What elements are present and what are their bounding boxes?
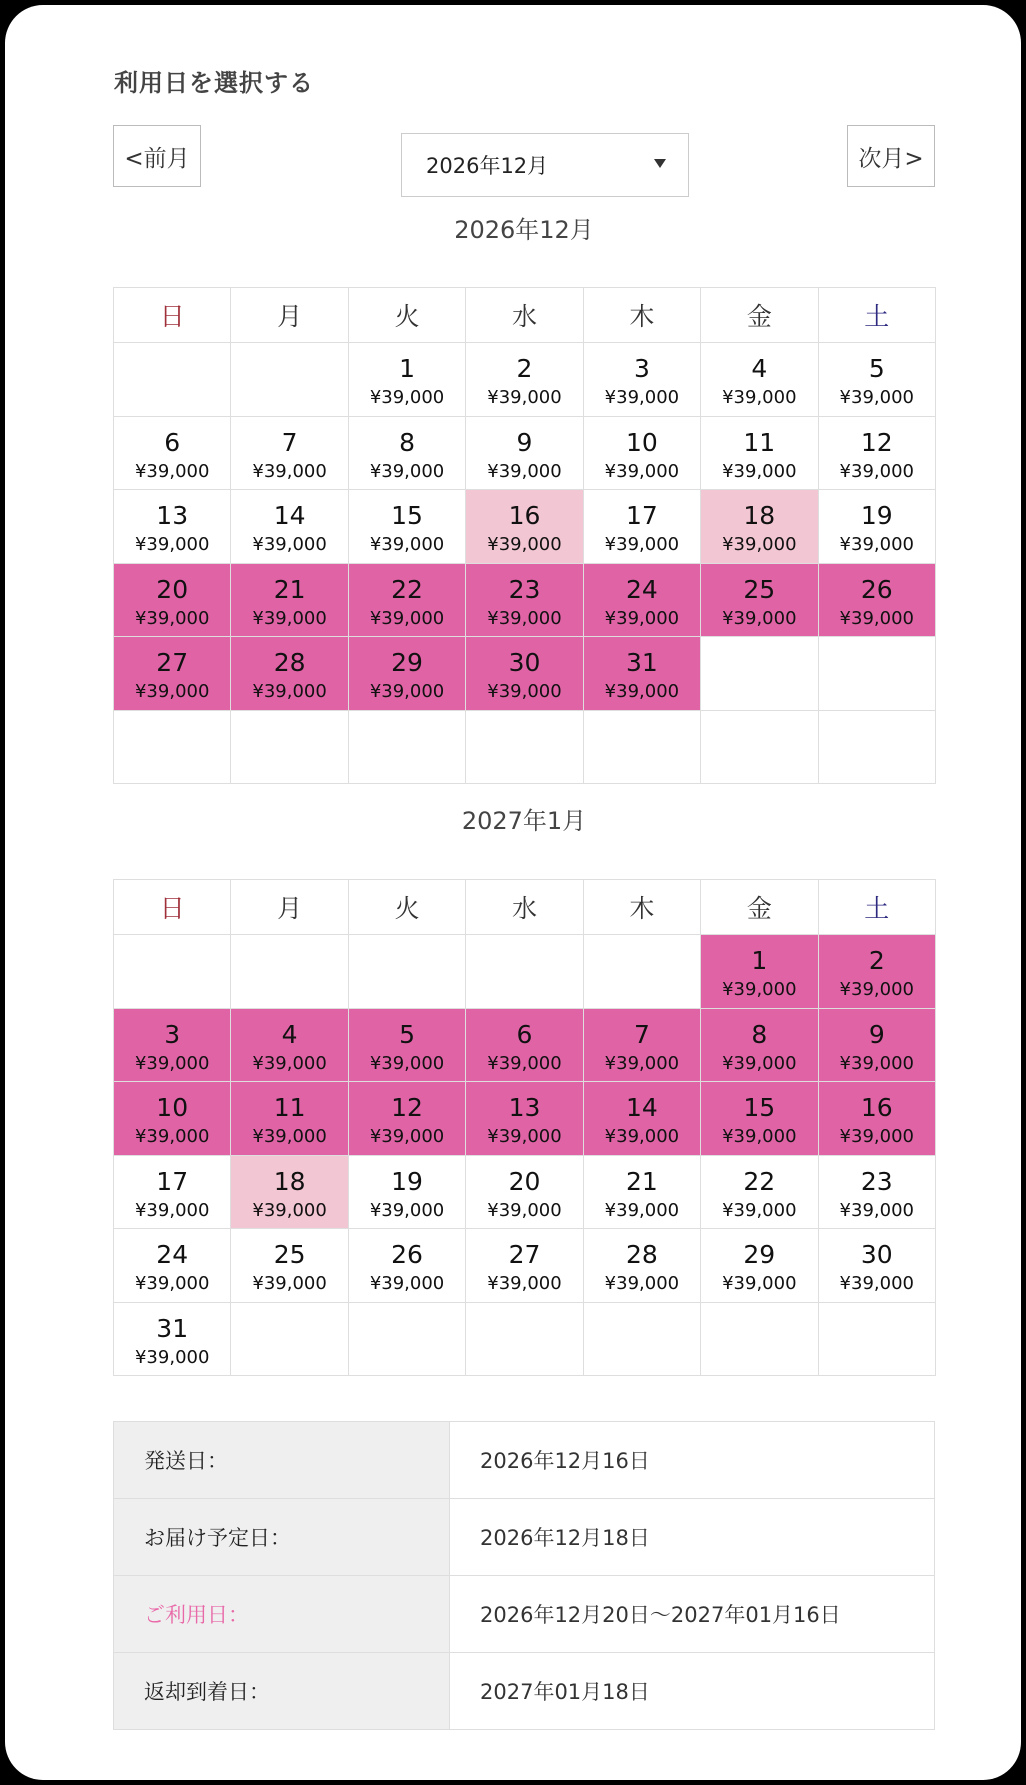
weekday-header: 月: [231, 288, 348, 343]
calendar-day-cell[interactable]: [466, 1082, 583, 1156]
day-number: 30: [508, 648, 541, 677]
calendar-day-cell[interactable]: [114, 1082, 231, 1156]
calendar-empty-cell: [114, 710, 231, 784]
calendar-day-cell[interactable]: [583, 1082, 700, 1156]
calendar-day-cell[interactable]: [114, 563, 231, 637]
day-price: ¥39,000: [252, 1052, 327, 1074]
calendar-empty-cell: [583, 935, 700, 1009]
day-number: 6: [516, 1019, 533, 1049]
summary-label: お届け予定日：: [114, 1499, 450, 1576]
calendar-week-row: [114, 416, 936, 490]
calendar-empty-cell: [466, 710, 583, 784]
weekday-header: 日: [114, 288, 231, 343]
calendar-week-row: [114, 1082, 936, 1156]
day-price: ¥39,000: [252, 681, 327, 702]
weekday-header: 火: [348, 880, 465, 935]
calendar-empty-cell: [231, 935, 348, 1009]
day-price: ¥39,000: [839, 1199, 914, 1221]
day-number: 11: [273, 1093, 306, 1122]
day-price: ¥39,000: [487, 1126, 562, 1147]
day-number: 13: [508, 1093, 541, 1122]
summary-row: [114, 1653, 935, 1730]
day-number: 2: [516, 354, 533, 383]
day-number: 10: [156, 1093, 189, 1122]
calendar-day-cell[interactable]: [114, 1155, 231, 1229]
day-number: 14: [273, 501, 306, 530]
calendar-empty-cell: [231, 1302, 348, 1376]
calendar-day-cell[interactable]: [583, 637, 700, 711]
calendar-day-cell[interactable]: [818, 416, 935, 490]
calendar-day-cell[interactable]: [231, 1008, 348, 1082]
day-number: 27: [156, 648, 189, 677]
calendar-day-cell[interactable]: [466, 563, 583, 637]
calendar-day-cell[interactable]: [701, 490, 818, 564]
day-price: ¥39,000: [369, 460, 445, 482]
calendar-empty-cell: [466, 1302, 583, 1376]
summary-row: [114, 1576, 935, 1653]
day-price: ¥39,000: [134, 681, 210, 702]
calendar-day-cell[interactable]: [818, 490, 935, 564]
day-price: ¥39,000: [369, 607, 445, 629]
day-price: ¥39,000: [134, 1273, 210, 1294]
day-number: 4: [281, 1019, 298, 1049]
weekday-header-row: [114, 880, 936, 935]
day-price: ¥39,000: [722, 460, 797, 482]
day-price: ¥39,000: [839, 607, 914, 629]
day-number: 9: [516, 427, 533, 457]
calendar-day-cell[interactable]: [583, 1155, 700, 1229]
calendar-day-cell[interactable]: [466, 1008, 583, 1082]
day-number: 11: [743, 427, 776, 457]
calendar-empty-cell: [348, 1302, 465, 1376]
calendar-day-cell[interactable]: [818, 343, 935, 417]
calendar-day-cell[interactable]: [818, 1082, 935, 1156]
calendar-day-cell[interactable]: [348, 1082, 465, 1156]
calendar-day-cell[interactable]: [466, 637, 583, 711]
day-number: 20: [508, 1166, 541, 1196]
day-price: ¥39,000: [369, 1052, 445, 1074]
day-number: 18: [273, 1166, 306, 1196]
day-price: ¥39,000: [487, 607, 562, 629]
summary-value: 2026年12月18日: [450, 1499, 935, 1576]
calendar-day-cell[interactable]: [348, 637, 465, 711]
day-number: 7: [633, 1019, 650, 1049]
weekday-header: 木: [583, 880, 700, 935]
calendar-day-cell[interactable]: [348, 490, 465, 564]
day-number: 17: [156, 1166, 189, 1196]
calendar-empty-cell: [818, 710, 935, 784]
summary-label: 発送日：: [114, 1422, 450, 1499]
day-price: ¥39,000: [369, 534, 445, 555]
calendar-day-cell[interactable]: [348, 563, 465, 637]
calendar-empty-cell: [701, 637, 818, 711]
day-number: 8: [751, 1019, 768, 1049]
day-price: ¥39,000: [839, 534, 914, 555]
day-price: ¥39,000: [134, 1126, 210, 1147]
calendar-day-cell[interactable]: [231, 1229, 348, 1303]
day-price: ¥39,000: [487, 460, 562, 482]
day-price: ¥39,000: [604, 460, 680, 482]
day-price: ¥39,000: [134, 1052, 210, 1074]
day-number: 16: [508, 501, 541, 530]
calendar-empty-cell: [348, 710, 465, 784]
calendar-day-cell[interactable]: [114, 1008, 231, 1082]
weekday-header: 土: [818, 880, 935, 935]
day-number: 10: [625, 427, 658, 457]
day-price: ¥39,000: [839, 1052, 914, 1074]
day-price: ¥39,000: [604, 1199, 680, 1221]
day-price: ¥39,000: [604, 387, 680, 408]
calendar-day-cell[interactable]: [348, 1229, 465, 1303]
calendar-empty-cell: [466, 935, 583, 1009]
calendar-day-cell[interactable]: [114, 1229, 231, 1303]
calendar-day-cell[interactable]: [818, 935, 935, 1009]
day-number: 28: [273, 648, 306, 677]
calendar-day-cell[interactable]: [701, 935, 818, 1009]
day-price: ¥39,000: [487, 1199, 562, 1221]
calendar-week-row: [114, 563, 936, 637]
weekday-header: 火: [348, 288, 465, 343]
day-number: 12: [391, 1093, 423, 1122]
day-number: 24: [625, 574, 658, 604]
day-price: ¥39,000: [487, 681, 562, 702]
calendar-week-row: [114, 1155, 936, 1229]
day-price: ¥39,000: [252, 1199, 327, 1221]
day-number: 9: [868, 1019, 885, 1049]
calendar-week-row: [114, 343, 936, 417]
calendar-empty-cell: [583, 1302, 700, 1376]
calendar-title: 2027年1月: [461, 807, 587, 835]
day-price: ¥39,000: [839, 1273, 914, 1294]
day-number: 27: [508, 1240, 541, 1269]
calendar-week-row: [114, 935, 936, 1009]
calendar-day-cell[interactable]: [701, 1155, 818, 1229]
day-price: ¥39,000: [722, 1273, 797, 1294]
day-price: ¥39,000: [722, 1199, 797, 1221]
day-number: 23: [508, 574, 541, 604]
day-number: 28: [625, 1240, 658, 1269]
calendar-day-cell[interactable]: [114, 637, 231, 711]
day-number: 6: [164, 427, 181, 457]
day-number: 19: [391, 1166, 423, 1196]
day-number: 30: [860, 1240, 893, 1269]
calendar-day-cell[interactable]: [348, 343, 465, 417]
calendar-week-row: [114, 1302, 936, 1376]
day-price: ¥39,000: [252, 1273, 327, 1294]
page-title: 利用日を選択する: [114, 69, 314, 97]
day-price: ¥39,000: [369, 1126, 445, 1147]
weekday-header: 日: [114, 880, 231, 935]
calendar-empty-cell: [348, 935, 465, 1009]
day-price: ¥39,000: [604, 607, 680, 629]
weekday-header: 水: [466, 288, 583, 343]
day-number: 1: [399, 354, 415, 383]
day-number: 18: [743, 501, 776, 530]
calendar-day-cell[interactable]: [701, 1229, 818, 1303]
calendar-empty-cell: [701, 710, 818, 784]
day-number: 14: [625, 1093, 658, 1122]
calendar-day-cell[interactable]: [701, 416, 818, 490]
page-frame: [5, 5, 1021, 1780]
calendar-day-cell[interactable]: [231, 1082, 348, 1156]
calendar-day-cell[interactable]: [583, 416, 700, 490]
calendar-empty-cell: [818, 637, 935, 711]
calendar-title: 2026年12月: [454, 216, 594, 244]
day-number: 21: [625, 1166, 658, 1196]
calendar-day-cell[interactable]: [466, 490, 583, 564]
calendar-grid: [113, 287, 936, 784]
calendar-day-cell[interactable]: [701, 343, 818, 417]
day-price: ¥39,000: [487, 1052, 562, 1074]
day-number: 22: [743, 1166, 776, 1196]
day-price: ¥39,000: [839, 460, 914, 482]
day-number: 5: [868, 354, 885, 383]
calendar-day-cell[interactable]: [583, 563, 700, 637]
day-number: 31: [156, 1313, 189, 1343]
calendar-grid: [113, 879, 936, 1376]
calendar-day-cell[interactable]: [466, 1155, 583, 1229]
day-number: 16: [860, 1093, 893, 1122]
calendar-day-cell[interactable]: [583, 490, 700, 564]
calendar-day-cell[interactable]: [466, 416, 583, 490]
day-price: ¥39,000: [134, 1199, 210, 1221]
chevron-down-icon: [654, 159, 666, 168]
day-price: ¥39,000: [252, 460, 327, 482]
day-price: ¥39,000: [252, 607, 327, 629]
day-number: 15: [743, 1093, 776, 1122]
day-price: ¥39,000: [252, 534, 327, 555]
day-number: 21: [273, 574, 306, 604]
calendar-day-cell[interactable]: [701, 1082, 818, 1156]
calendar-day-cell[interactable]: [231, 563, 348, 637]
day-price: ¥39,000: [604, 1126, 680, 1147]
day-price: ¥39,000: [722, 534, 797, 555]
day-number: 24: [156, 1240, 189, 1269]
calendar-day-cell[interactable]: [818, 563, 935, 637]
day-price: ¥39,000: [487, 534, 562, 555]
summary-label: ご利用日：: [114, 1576, 450, 1653]
day-number: 31: [625, 648, 658, 677]
day-price: ¥39,000: [252, 1126, 327, 1147]
calendar-day-cell[interactable]: [818, 1229, 935, 1303]
day-price: ¥39,000: [839, 979, 914, 1000]
day-price: ¥39,000: [839, 387, 914, 408]
next-month-button[interactable]: 次月>: [847, 125, 935, 187]
day-price: ¥39,000: [369, 1199, 445, 1221]
weekday-header: 木: [583, 288, 700, 343]
day-number: 7: [281, 427, 298, 457]
summary-value: 2026年12月16日: [450, 1422, 935, 1499]
day-price: ¥39,000: [722, 387, 797, 408]
day-price: ¥39,000: [722, 1126, 797, 1147]
weekday-header: 土: [818, 288, 935, 343]
day-price: ¥39,000: [722, 1052, 797, 1074]
weekday-header: 水: [466, 880, 583, 935]
day-number: 3: [164, 1019, 181, 1049]
calendar-day-cell[interactable]: [114, 416, 231, 490]
day-number: 23: [860, 1166, 893, 1196]
day-price: ¥39,000: [722, 979, 797, 1000]
day-number: 5: [399, 1019, 415, 1049]
day-number: 1: [751, 946, 768, 975]
weekday-header: 金: [701, 880, 818, 935]
day-number: 22: [391, 574, 423, 604]
calendar-day-cell[interactable]: [231, 490, 348, 564]
day-price: ¥39,000: [487, 1273, 562, 1294]
day-price: ¥39,000: [134, 460, 210, 482]
day-number: 29: [391, 648, 423, 677]
day-price: ¥39,000: [839, 1126, 914, 1147]
day-number: 13: [156, 501, 189, 530]
calendar-day-cell[interactable]: [818, 1155, 935, 1229]
day-price: ¥39,000: [134, 607, 210, 629]
month-select-value: 2026年12月: [426, 154, 549, 178]
calendar-day-cell[interactable]: [583, 1229, 700, 1303]
calendar-day-cell[interactable]: [114, 1302, 231, 1376]
calendar-day-cell[interactable]: [231, 1155, 348, 1229]
day-price: ¥39,000: [604, 1052, 680, 1074]
calendar-empty-cell: [231, 343, 348, 417]
day-price: ¥39,000: [604, 681, 680, 702]
calendar-week-row: [114, 490, 936, 564]
calendar-empty-cell: [231, 710, 348, 784]
calendar-week-row: [114, 1008, 936, 1082]
day-number: 12: [860, 427, 893, 457]
calendar-day-cell[interactable]: [818, 1008, 935, 1082]
calendar-day-cell[interactable]: [466, 1229, 583, 1303]
day-price: ¥39,000: [369, 681, 445, 702]
calendar-day-cell[interactable]: [701, 1008, 818, 1082]
calendar-empty-cell: [583, 710, 700, 784]
day-price: ¥39,000: [134, 1346, 210, 1368]
calendar-empty-cell: [114, 343, 231, 417]
day-number: 29: [743, 1240, 776, 1269]
calendar-day-cell[interactable]: [231, 637, 348, 711]
calendar-day-cell[interactable]: [583, 343, 700, 417]
day-price: ¥39,000: [604, 1273, 680, 1294]
day-price: ¥39,000: [369, 387, 445, 408]
calendar-week-row: [114, 1229, 936, 1303]
calendar-day-cell[interactable]: [466, 343, 583, 417]
day-number: 15: [391, 501, 423, 530]
day-price: ¥39,000: [722, 607, 797, 629]
summary-value: 2027年01月18日: [450, 1653, 935, 1730]
calendar-day-cell[interactable]: [231, 416, 348, 490]
calendar-empty-cell: [114, 935, 231, 1009]
day-number: 4: [751, 354, 768, 383]
summary-value: 2026年12月20日〜2027年01月16日: [450, 1576, 935, 1653]
day-number: 8: [399, 427, 415, 457]
day-price: ¥39,000: [134, 534, 210, 555]
day-number: 25: [743, 574, 776, 604]
month-select[interactable]: [401, 133, 689, 197]
day-number: 26: [391, 1240, 423, 1269]
day-price: ¥39,000: [369, 1273, 445, 1294]
calendar-day-cell[interactable]: [348, 1008, 465, 1082]
day-number: 2: [868, 946, 885, 975]
calendar-day-cell[interactable]: [114, 490, 231, 564]
calendar-empty-cell: [818, 1302, 935, 1376]
day-number: 19: [860, 501, 893, 530]
calendar-day-cell[interactable]: [583, 1008, 700, 1082]
calendar-empty-cell: [701, 1302, 818, 1376]
summary-row: [114, 1499, 935, 1576]
calendar-day-cell[interactable]: [348, 416, 465, 490]
day-number: 26: [860, 574, 893, 604]
summary-row: [114, 1422, 935, 1499]
calendar-day-cell[interactable]: [348, 1155, 465, 1229]
calendar-day-cell[interactable]: [701, 563, 818, 637]
summary-label: 返却到着日：: [114, 1653, 450, 1730]
day-number: 17: [625, 501, 658, 530]
weekday-header-row: [114, 288, 936, 343]
calendar-week-row: [114, 710, 936, 784]
prev-month-button[interactable]: <前月: [113, 125, 201, 187]
weekday-header: 金: [701, 288, 818, 343]
weekday-header: 月: [231, 880, 348, 935]
rental-summary-table: [113, 1421, 935, 1730]
day-number: 3: [633, 354, 650, 383]
day-price: ¥39,000: [487, 387, 562, 408]
day-number: 20: [156, 574, 189, 604]
calendar-week-row: [114, 637, 936, 711]
day-price: ¥39,000: [604, 534, 680, 555]
day-number: 25: [273, 1240, 306, 1269]
